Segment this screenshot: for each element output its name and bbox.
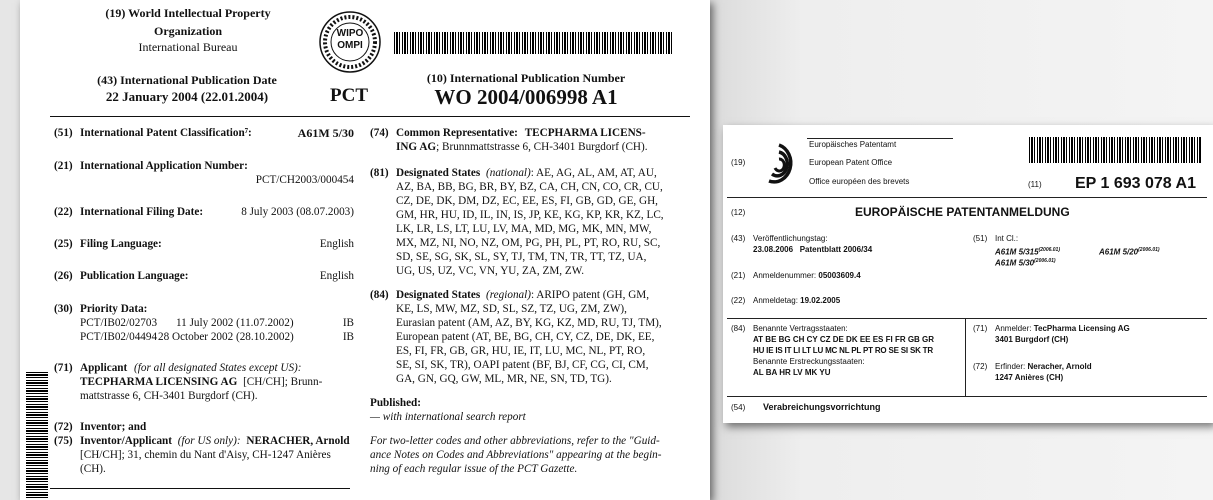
field-71-address: mattstrasse 6, CH-3401 Burgdorf (CH). [80, 390, 258, 402]
field-75-address: [CH/CH]; 31, chemin du Nant d'Aisy, CH-1247 Anières [80, 449, 331, 461]
pub-date-value: 22 January 2004 (22.01.2004) [105, 89, 269, 104]
priority-row: PCT/IB02/04494 28 October 2002 (28.10.2002) IB [80, 331, 354, 343]
f72-field: Erfinder: Neracher, Arnold [995, 362, 1092, 371]
f72-address: 1247 Anières (CH) [995, 373, 1064, 382]
published-item: — with international search report [370, 411, 526, 423]
f51-label: Int Cl.: [995, 234, 1019, 243]
ep-front-page [723, 125, 1213, 423]
office-de: Europäisches Patentamt [809, 140, 897, 149]
wipo-line-2: Organization [154, 24, 222, 38]
logo-text: WIPO OMPI [336, 28, 364, 51]
regional-states-line: KE, LS, MW, MZ, SD, SL, SZ, TZ, UG, ZM, ZW), [396, 303, 627, 315]
f84-ext-label: Benannte Erstreckungsstaaten: [753, 357, 865, 366]
code-11: (11) [1028, 180, 1042, 189]
note-line: ance Notes on Codes and Abbreviations" appearing at the begin- [370, 449, 662, 461]
ep-column-rule [965, 318, 966, 396]
field-75-country: (CH). [80, 463, 106, 475]
code-51: (51) [973, 234, 988, 243]
field-30: (30) Priority Data: [54, 303, 148, 315]
regional-states-line: SE, SI, SK, TR), OAPI patent (BF, BJ, CF, CG, CI, CM, [396, 359, 649, 371]
ep-invention-title: Verabreichungsvorrichtung [763, 402, 881, 412]
ep-header-rule [727, 197, 1207, 198]
code-71: (71) [973, 324, 988, 333]
designated-states-line: AZ, BA, BB, BG, BR, BY, BZ, CA, CH, CN, CO, CR, CU, [396, 181, 663, 193]
wipo-line-3: International Bureau [138, 40, 238, 54]
designated-states-line: CZ, DE, DK, DM, DZ, EC, EE, ES, FI, GB, GD, GE, GH, [396, 195, 658, 207]
pct-label: PCT [330, 85, 368, 106]
regional-states-line: ES, FI, FR, GB, GR, HU, IE, IT, LU, MC, NL, PT, RO, [396, 345, 646, 357]
barcode [394, 32, 672, 54]
f22-field: Anmeldetag: 19.02.2005 [753, 296, 841, 305]
code-84: (84) [731, 324, 746, 333]
field-22: (22) International Filing Date: 8 July 2003 (08.07.2003) [54, 206, 354, 218]
ep-section-rule [727, 396, 1207, 397]
office-en: European Patent Office [809, 158, 893, 167]
designated-states-line: SD, SE, SG, SK, SL, SY, TJ, TM, TN, TR, TT, TZ, UA, [396, 251, 647, 263]
ipc-entry: A61M $5/30^{(2006.01)}$ [995, 258, 1056, 268]
code-54: (54) [731, 403, 746, 412]
field-74: (74) Common Representative: TECPHARMA LICENS- [370, 127, 646, 139]
side-barcode [26, 372, 48, 500]
priority-row: PCT/IB02/02703 11 July 2002 (11.07.2002) IB [80, 317, 354, 329]
designated-states-line: GM, HR, HU, ID, IL, IN, IS, JP, KE, KG, KP, KR, KZ, LC, [396, 209, 664, 221]
published-label: Published: [370, 397, 421, 409]
code-12: (12) [731, 208, 746, 217]
header-divider [50, 116, 690, 117]
f43-value: 23.08.2006 Patentblatt 2006/34 [753, 245, 873, 254]
field-25: (25) Filing Language: English [54, 238, 354, 250]
ep-barcode [1029, 137, 1201, 163]
ep-section-rule [727, 318, 1207, 319]
code-43: (43) [731, 234, 746, 243]
f84-line: HU IE IS IT LI LT LU MC NL PL PT RO SE SI SK TR [753, 346, 933, 355]
epo-logo-icon [759, 141, 801, 189]
ipc-entry: A61M $5/20^{(2006.01)}$ [1099, 247, 1160, 257]
f21-field: Anmeldenummer: 05003609.4 [753, 271, 861, 280]
field-71-name: TECPHARMA LICENSING AG [CH/CH]; Brunn- [80, 376, 323, 388]
pct-front-page: (19) World Intellectual Property Organization International Bureau WIPO OMPI (43) International Publication Date 22 January 2004 (22.01.2004) PCT (10) International Publication Number WO 2004/006998 A1 (51) International Patent Classification⁷: A61M 5/30 (21) International Application Number: PCT/CH2003/000454 (22) International Filing Date: 8 July 2003 (08.07.2003) (25) Filing Language: English (26) Publication Language: English (30) Priority Data: PCT/IB02/02703 11 July 2002 (11.07.2002) IB PCT/IB02/04494 28 October 2002 (28.10.2002) IB (71) Applicant (for all designated States except US): TECPHARMA LICENSING AG [CH/CH]; Brunn- mattstrasse 6, CH-3401 Burgdorf (CH). (72) Inventor; and (75) Inventor/Applicant (for US only): NERACHER, Arnold [CH/CH]; 31, chemin du Nant d'Aisy, CH-1247 Anières (CH). (74) Common Representative: TECPHARMA LICENS- ING AG; Brunnmattstrasse 6, CH-3401 Burgdorf (CH). (81) Designated States (national): AE, AG, AL, AM, AT, AU, AZ, BA, BB, BG, BR, BY, BZ, CA, CH, CN, CO, CR, CU, CZ, DE, DK, DM, DZ, EC, EE, ES, FI, GB, GD, GE, GH, GM, HR, HU, ID, IL, IN, IS, JP, KE, KG, KP, KR, KZ, LC, LK, LR, LS, LT, LU, LV, MA, MD, MG, MK, MN, MW, MX, MZ, NI, NO, NZ, OM, PG, PH, PL, PT, RO, RU, SC, SD, SE, SG, SK, SL, SY, TJ, TM, TN, TR, TT, TZ, UA, UG, US, UZ, VC, VN, YU, ZA, ZM, ZW. (84) Designated States (regional): ARIPO patent (GH, GM, KE, LS, MW, MZ, SD, SL, SZ, TZ, UG, ZM, ZW), Eurasian patent (AM, AZ, BY, KG, KZ, MD, RU, TJ, TM), European patent (AT, BE, BG, CH, CY, CZ, DE, DK, EE, ES, FI, FR, GB, GR, HU, IE, IT, LU, MC, NL, PT, RO, SE, SI, SK, TR), OAPI patent (BF, BJ, CF, CG, CI, CM, GA, GN, GQ, GW, ML, MR, NE, SN, TD, TG). Published: — with international search report For two-letter codes and other abbreviations, refer to the "Guid- ance Notes on Codes and Abbreviations" appearing at the begin- ning of each regular issue of the PCT Gazette. [20, 0, 710, 500]
code-22: (22) [731, 296, 746, 305]
field-21: (21) International Application Number: [54, 160, 248, 172]
f84-ext-value: AL BA HR LV MK YU [753, 368, 831, 377]
code-72: (72) [973, 362, 988, 371]
f84-label: Benannte Vertragsstaaten: [753, 324, 848, 333]
ep-header-rule [807, 138, 953, 139]
field-75: (75) Inventor/Applicant (for US only): NERACHER, Arnold [54, 435, 350, 447]
ipc-entry: A61M $5/315^{(2006.01)}$ [995, 247, 1060, 257]
f43-label: Veröffentlichungstag: [753, 234, 828, 243]
designated-states-line: LK, LR, LS, LT, LU, LV, MA, MD, MG, MK, MN, MW, [396, 223, 652, 235]
field-71: (71) Applicant (for all designated States except US): [54, 362, 302, 374]
epo-logo [759, 141, 801, 189]
f71-field: Anmelder: TecPharma Licensing AG [995, 324, 1130, 333]
code-21: (21) [731, 271, 746, 280]
regional-states-line: Eurasian patent (AM, AZ, BY, KG, KZ, MD, RU, TJ, TM), [396, 317, 662, 329]
ep-pub-number: EP 1 693 078 A1 [1075, 175, 1196, 192]
field-74-address: ING AG; Brunnmattstrasse 6, CH-3401 Burgdorf (CH). [396, 141, 648, 153]
office-fr: Office européen des brevets [809, 177, 910, 186]
ep-document-title: EUROPÄISCHE PATENTANMELDUNG [855, 205, 1070, 219]
wipo-ompi-logo [318, 10, 382, 74]
note-line: For two-letter codes and other abbreviations, refer to the "Guid- [370, 435, 660, 447]
field-72: (72) Inventor; and [54, 421, 147, 433]
pub-date-label: (43) International Publication Date [97, 73, 277, 87]
wipo-line-1: (19) World Intellectual Property [105, 6, 271, 20]
pub-number-label: (10) International Publication Number [426, 71, 626, 85]
code-19: (19) [731, 158, 746, 167]
pub-number-value: WO 2004/006998 A1 [434, 85, 618, 109]
field-51: (51) International Patent Classification⁷: A61M 5/30 [54, 126, 354, 140]
f84-line: AT BE BG CH CY CZ DE DK EE ES FI FR GB GR [753, 335, 935, 344]
note-line: ning of each regular issue of the PCT Gazette. [370, 463, 578, 475]
designated-states-line: UG, US, UZ, VC, VN, YU, ZA, ZM, ZW. [396, 265, 585, 277]
f71-address: 3401 Burgdorf (CH) [995, 335, 1069, 344]
designated-states-line: MX, MZ, NI, NO, NZ, OM, PG, PH, PL, PT, RO, RU, SC, [396, 237, 661, 249]
regional-states-line: GA, GN, GQ, GW, ML, MR, NE, SN, TD, TG). [396, 373, 612, 385]
field-26: (26) Publication Language: English [54, 270, 354, 282]
regional-states-line: European patent (AT, BE, BG, CH, CY, CZ, DE, DK, EE, [396, 331, 655, 343]
field-84: (84) Designated States (regional): ARIPO patent (GH, GM, [370, 289, 650, 301]
field-81: (81) Designated States (national): AE, AG, AL, AM, AT, AU, [370, 167, 657, 179]
bottom-divider [50, 488, 350, 489]
